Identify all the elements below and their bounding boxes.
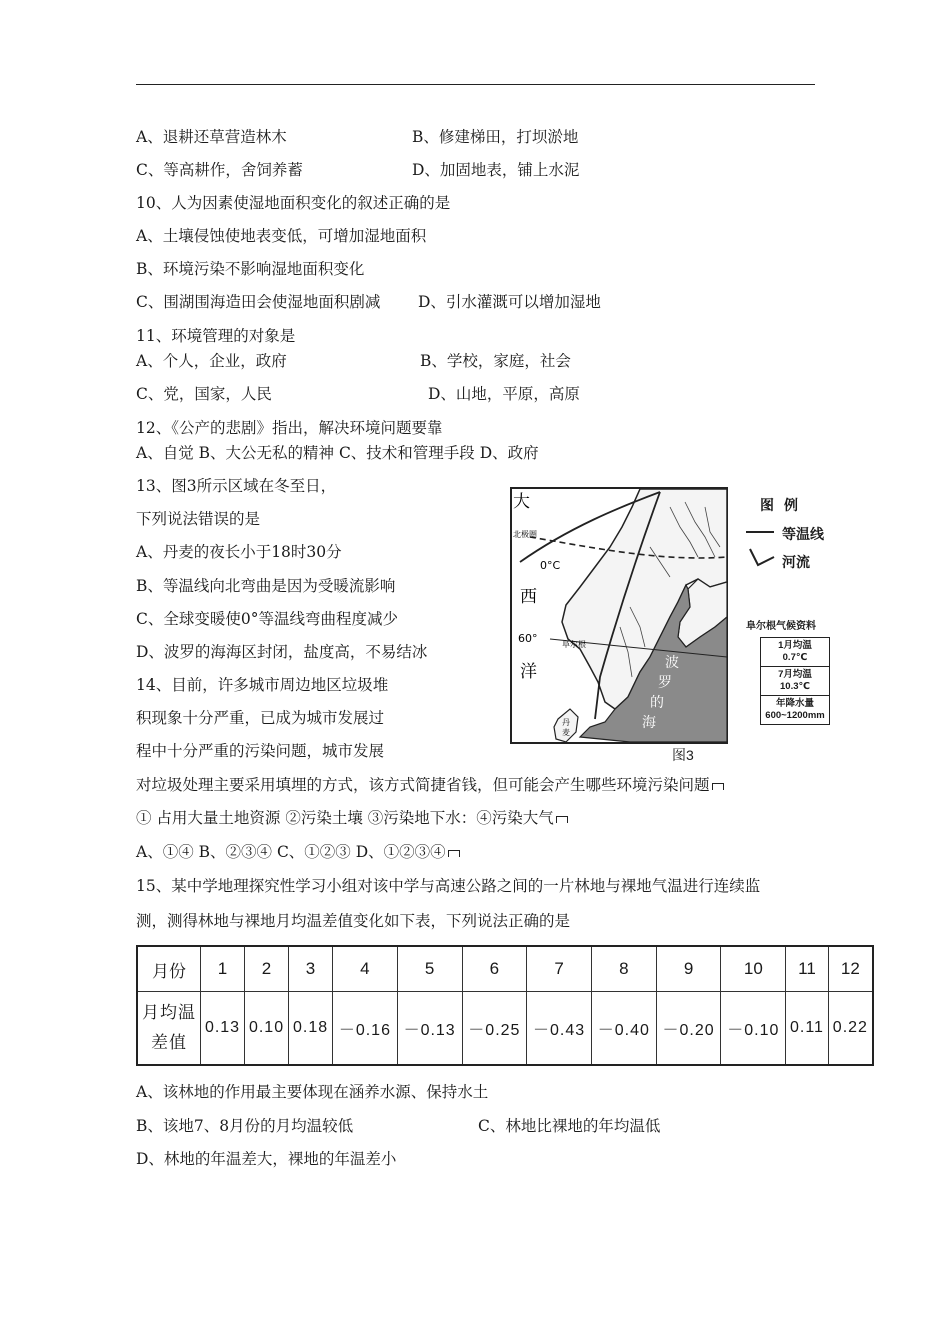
q14-items: ① 占用大量土地资源 ②污染土壤 ③污染地下水：④污染大气 bbox=[136, 808, 568, 828]
q12-options: A、自觉 B、大公无私的精神 C、技术和管理手段 D、政府 bbox=[136, 444, 539, 462]
river-legend-icon bbox=[748, 547, 778, 569]
table-month: 10 bbox=[721, 946, 786, 992]
table-cell: 0.18 bbox=[289, 992, 333, 1066]
table-header-label: 月份 bbox=[137, 946, 201, 992]
q13-option-d: D、波罗的海海区封闭，盐度高，不易结冰 bbox=[136, 643, 428, 661]
table-cell: 0.13 bbox=[201, 992, 245, 1066]
map-label-sea: 波 bbox=[665, 655, 679, 671]
map-label-sea: 罗 bbox=[658, 675, 672, 691]
q15-stem-2: 测，测得林地与裸地月均温差值变化如下表，下列说法正确的是 bbox=[136, 912, 571, 930]
climate-jan: 1月均温 0.7℃ bbox=[761, 638, 829, 667]
table-cell: －0.20 bbox=[656, 992, 721, 1066]
map-svg bbox=[510, 487, 728, 744]
table-cell: －0.10 bbox=[721, 992, 786, 1066]
q11-stem: 11、环境管理的对象是 bbox=[136, 327, 296, 345]
legend-title: 图例 bbox=[760, 497, 808, 513]
table-cell: 0.22 bbox=[828, 992, 873, 1066]
legend-isotherm: 等温线 bbox=[782, 526, 824, 542]
q9-option-b: B、修建梯田，打坝淤地 bbox=[412, 128, 579, 146]
climate-jul: 7月均温 10.3℃ bbox=[761, 667, 829, 696]
q10-option-c: C、围湖围海造田会使湿地面积剧减 bbox=[136, 293, 381, 311]
table-cell: 0.10 bbox=[245, 992, 289, 1066]
table-month: 8 bbox=[591, 946, 656, 992]
table-month: 6 bbox=[462, 946, 527, 992]
q14-stem-2: 积现象十分严重，已成为城市发展过 bbox=[136, 709, 385, 727]
climate-data-box bbox=[760, 637, 830, 725]
map-label-sea: 的 bbox=[650, 695, 664, 711]
climate-rain: 年降水量 600~1200mm bbox=[765, 698, 825, 721]
table-month: 12 bbox=[828, 946, 873, 992]
table-header-row bbox=[137, 946, 873, 992]
table-cell: －0.16 bbox=[333, 992, 398, 1066]
figure-caption: 图3 bbox=[672, 747, 694, 763]
legend-river: 河流 bbox=[782, 554, 810, 570]
isotherm-legend-icon bbox=[746, 527, 776, 537]
table-month: 3 bbox=[289, 946, 333, 992]
map-label-sixty: 60° bbox=[518, 632, 538, 645]
q13-stem-cont: 下列说法错误的是 bbox=[136, 510, 261, 528]
temperature-difference-table bbox=[136, 945, 874, 1066]
map-label-da: 大 bbox=[513, 492, 530, 512]
q15-option-b: B、该地7、8月份的月均温较低 bbox=[136, 1117, 354, 1135]
q13-option-c: C、全球变暖使0°等温线弯曲程度减少 bbox=[136, 610, 398, 628]
table-month: 7 bbox=[527, 946, 592, 992]
q14-stem-4: 对垃圾处理主要采用填埋的方式，该方式简捷省钱，但可能会产生哪些环境污染问题 bbox=[136, 775, 724, 795]
header-rule bbox=[136, 84, 815, 85]
q13-stem: 13、图3所示区域在冬至日， bbox=[136, 477, 337, 495]
q12-stem: 12、《公产的悲剧》指出，解决环境问题要靠 bbox=[136, 419, 443, 437]
climate-data-title: 阜尔根气候资料 bbox=[746, 621, 816, 632]
q15-option-a: A、该林地的作用最主要体现在涵养水源、保持水土 bbox=[136, 1083, 489, 1101]
map-label-xi: 西 bbox=[520, 587, 537, 607]
q10-option-a: A、土壤侵蚀使地表变低，可增加湿地面积 bbox=[136, 227, 427, 245]
table-cell: －0.13 bbox=[397, 992, 462, 1066]
q14-stem: 14、目前，许多城市周边地区垃圾堆 bbox=[136, 676, 389, 694]
map-label-denmark: 丹 bbox=[562, 718, 570, 727]
q13-option-b: B、等温线向北弯曲是因为受暖流影响 bbox=[136, 577, 396, 595]
table-month: 9 bbox=[656, 946, 721, 992]
table-month: 1 bbox=[201, 946, 245, 992]
q11-option-a: A、个人，企业，政府 bbox=[136, 352, 287, 370]
map-legend bbox=[740, 487, 840, 727]
q10-option-d: D、引水灌溉可以增加湿地 bbox=[418, 293, 601, 311]
scandinavia-map bbox=[510, 487, 728, 744]
q15-stem: 15、某中学地理探究性学习小组对该中学与高速公路之间的一片林地与裸地气温进行连续监 bbox=[136, 877, 761, 895]
q9-option-a: A、退耕还草营造林木 bbox=[136, 128, 287, 146]
map-label-yang: 洋 bbox=[520, 662, 537, 682]
map-label-sea: 海 bbox=[642, 715, 656, 731]
q15-option-d: D、林地的年温差大，裸地的年温差小 bbox=[136, 1150, 397, 1168]
q14-options: A、①④ B、②③④ C、①②③ D、①②③④ bbox=[136, 842, 460, 862]
q14-stem-3: 程中十分严重的污染问题，城市发展 bbox=[136, 742, 385, 760]
q11-option-b: B、学校，家庭，社会 bbox=[420, 352, 571, 370]
q11-option-c: C、党，国家，人民 bbox=[136, 385, 272, 403]
map-label-zero: 0°C bbox=[540, 559, 561, 572]
table-month: 5 bbox=[397, 946, 462, 992]
map-label-city: 阜尔根 bbox=[562, 640, 586, 649]
q10-option-b: B、环境污染不影响湿地面积变化 bbox=[136, 260, 365, 278]
table-month: 11 bbox=[786, 946, 829, 992]
q10-stem: 10、人为因素使湿地面积变化的叙述正确的是 bbox=[136, 194, 451, 212]
table-row-label: 月均温 差值 bbox=[137, 992, 201, 1066]
table-row bbox=[137, 992, 873, 1066]
table-cell: －0.25 bbox=[462, 992, 527, 1066]
table-cell: －0.43 bbox=[527, 992, 592, 1066]
map-label-denmark: 麦 bbox=[562, 728, 570, 737]
table-month: 2 bbox=[245, 946, 289, 992]
q9-option-c: C、等高耕作，舍饲养蓄 bbox=[136, 161, 303, 179]
map-label-arctic: 北极圈 bbox=[513, 530, 537, 539]
table-cell: －0.40 bbox=[591, 992, 656, 1066]
q11-option-d: D、山地，平原，高原 bbox=[428, 385, 580, 403]
table-cell: 0.11 bbox=[786, 992, 829, 1066]
q13-option-a: A、丹麦的夜长小于18时30分 bbox=[136, 543, 342, 561]
q15-option-c: C、林地比裸地的年均温低 bbox=[478, 1117, 661, 1135]
q9-option-d: D、加固地表，铺上水泥 bbox=[412, 161, 580, 179]
table-month: 4 bbox=[333, 946, 398, 992]
